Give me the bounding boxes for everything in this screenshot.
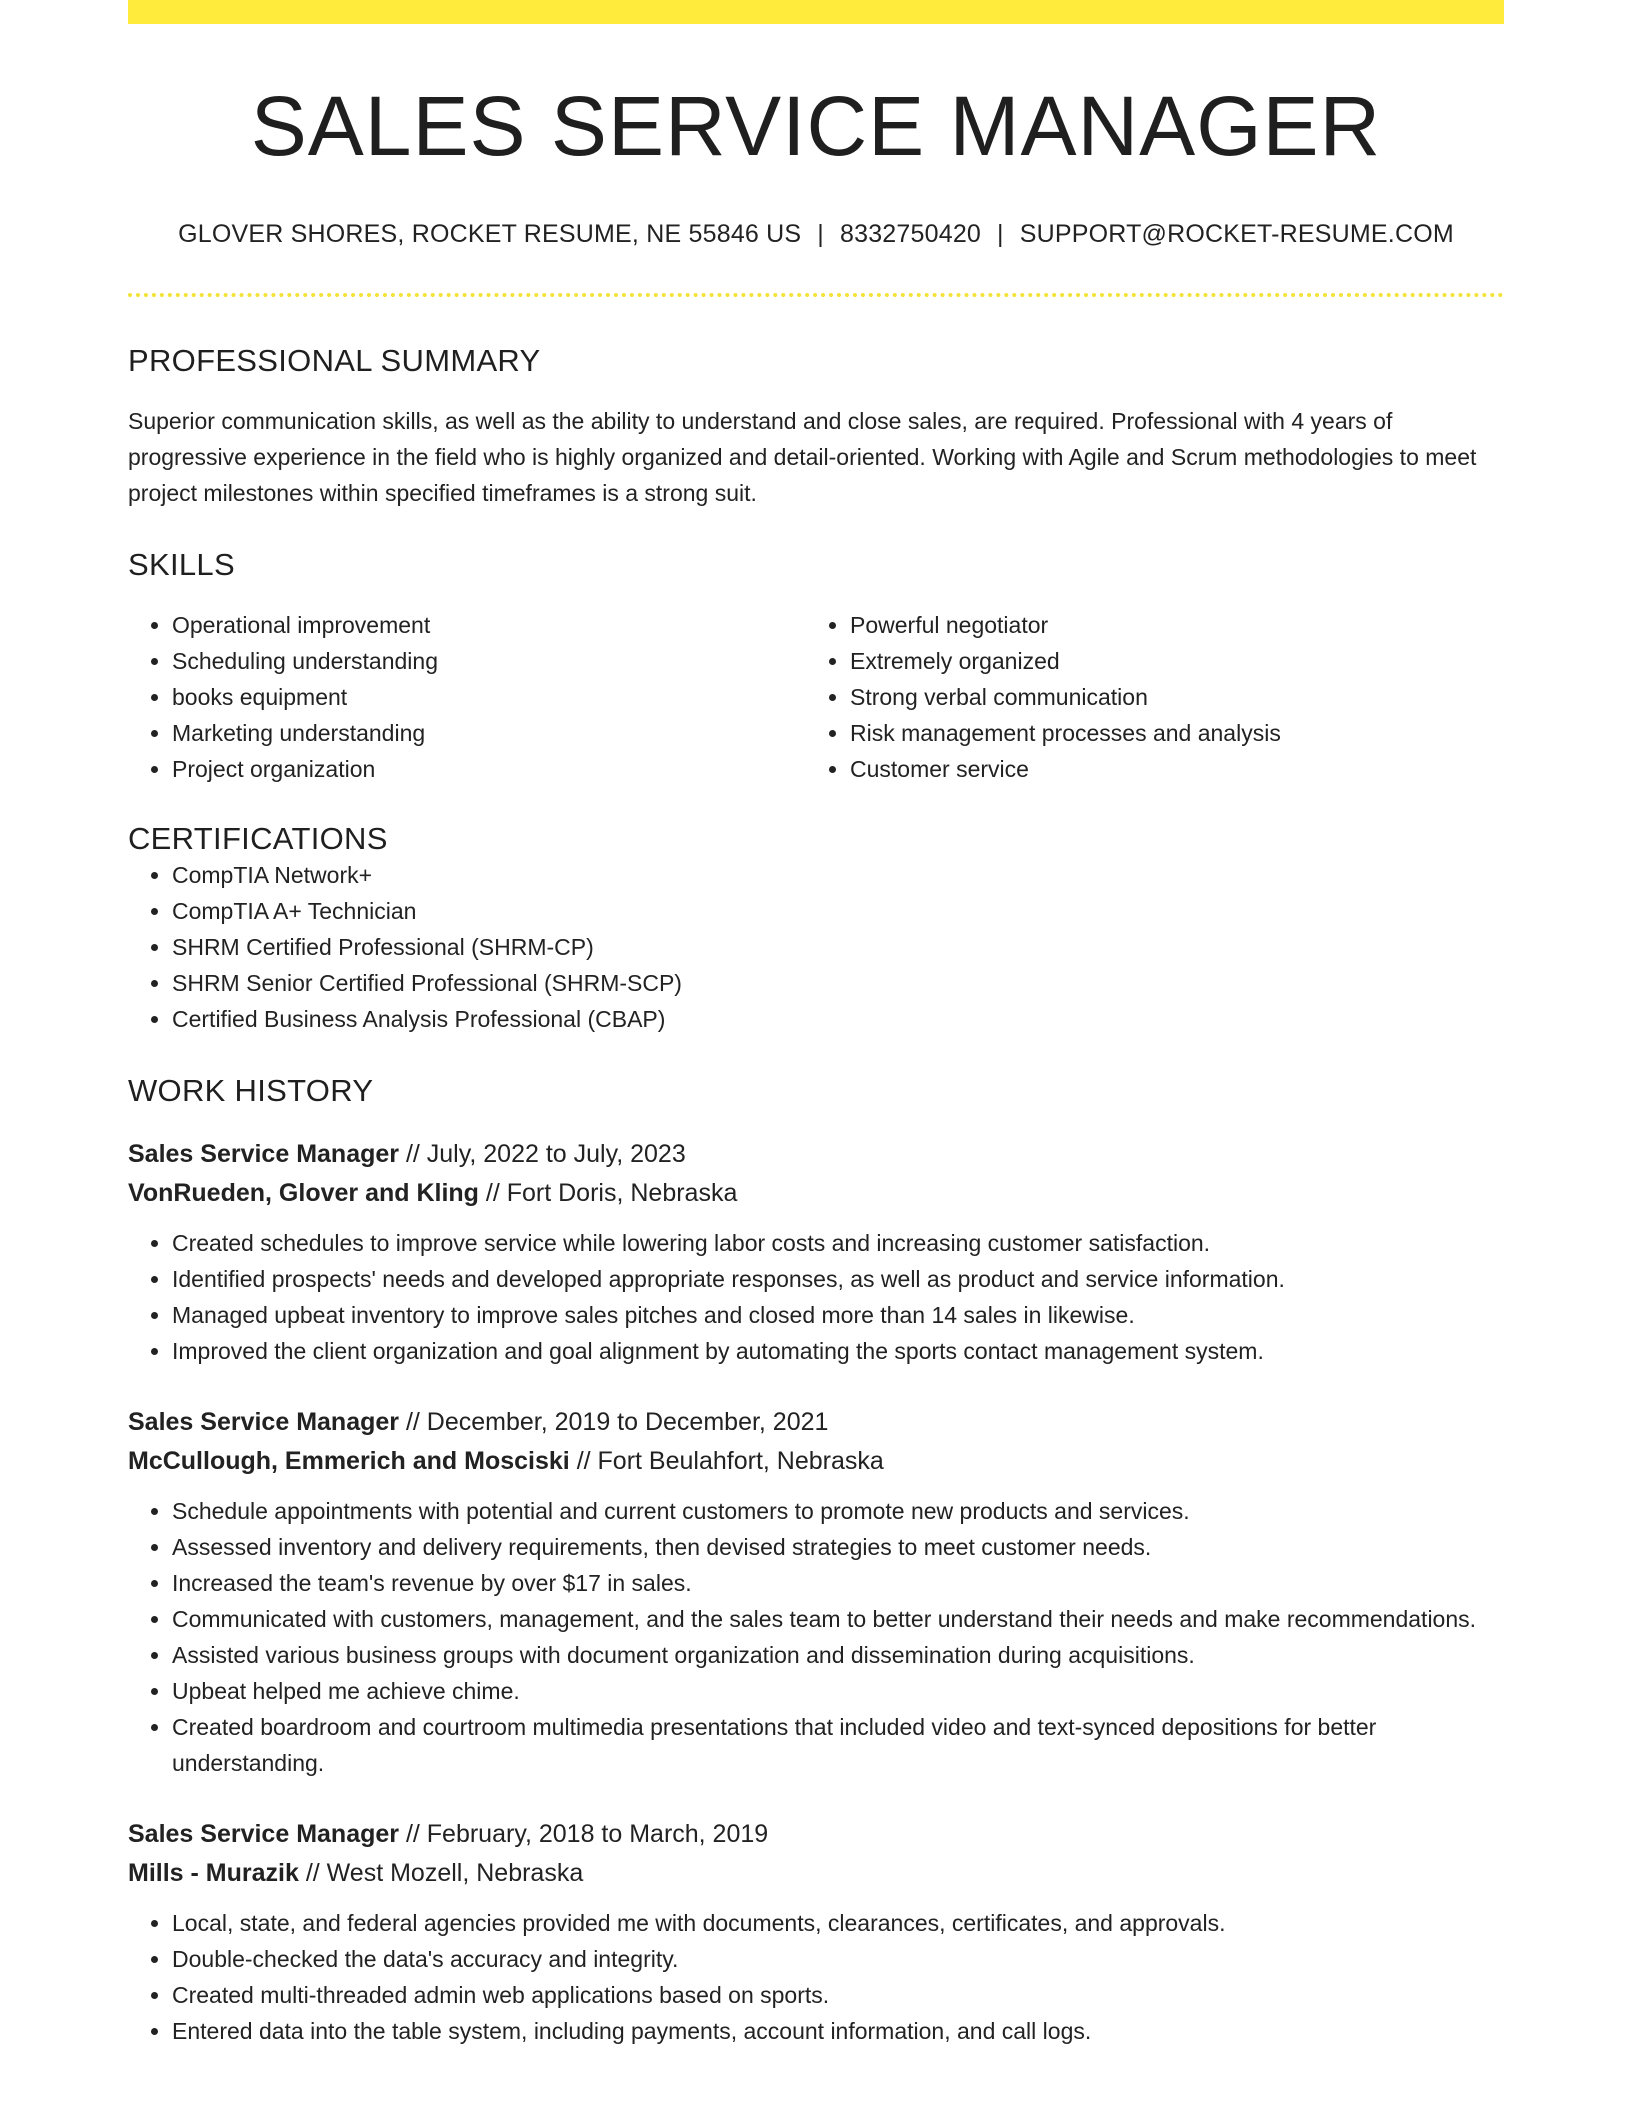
job-entry — [128, 1815, 1504, 2049]
contact-phone: 8332750420 — [840, 220, 982, 249]
resume-page — [128, 0, 1504, 2049]
job-dates: // July, 2022 to July, 2023 — [399, 1140, 686, 1169]
job-bullet: • Double-checked the data's accuracy and integrity. — [172, 1941, 1504, 1977]
job-bullet: • Entered data into the table system, including payments, account information, and call logs. — [172, 2013, 1504, 2049]
skills-list-right — [806, 607, 1484, 787]
job-entry — [128, 1135, 1504, 1369]
job-bullets — [128, 1493, 1504, 1781]
job-company: McCullough, Emmerich and Mosciski — [128, 1447, 570, 1476]
skill-item: • Customer service — [850, 751, 1484, 787]
contact-separator: | — [997, 220, 1004, 249]
contact-line — [128, 220, 1504, 249]
skill-item: • Operational improvement — [172, 607, 806, 643]
job-role: Sales Service Manager — [128, 1820, 399, 1849]
job-bullet: • Assisted various business groups with document organization and dissemination during acquisitions. — [172, 1637, 1504, 1673]
skill-item: • Scheduling understanding — [172, 643, 806, 679]
job-role: Sales Service Manager — [128, 1140, 399, 1169]
job-bullet: • Created multi-threaded admin web applications based on sports. — [172, 1977, 1504, 2013]
job-bullet: • Upbeat helped me achieve chime. — [172, 1673, 1504, 1709]
job-company-line — [128, 1174, 1504, 1213]
certification-item: • SHRM Certified Professional (SHRM-CP) — [172, 929, 1504, 965]
skill-item: • Strong verbal communication — [850, 679, 1484, 715]
job-bullets — [128, 1905, 1504, 2049]
job-location: // West Mozell, Nebraska — [298, 1859, 584, 1888]
skill-item: • Project organization — [172, 751, 806, 787]
job-bullet: • Communicated with customers, management, and the sales team to better understand their needs and make recommendations. — [172, 1601, 1504, 1637]
job-bullet: • Improved the client organization and goal alignment by automating the sports contact management system. — [172, 1333, 1504, 1369]
contact-address: GLOVER SHORES, ROCKET RESUME, NE 55846 US — [178, 220, 802, 249]
certifications-heading: CERTIFICATIONS — [128, 821, 388, 857]
skills-heading: SKILLS — [128, 547, 235, 583]
job-role: Sales Service Manager — [128, 1408, 399, 1437]
job-location: // Fort Doris, Nebraska — [478, 1179, 738, 1208]
contact-separator: | — [817, 220, 824, 249]
candidate-title: SALES SERVICE MANAGER — [250, 79, 1382, 173]
skills-column-right — [806, 607, 1484, 787]
summary-heading: PROFESSIONAL SUMMARY — [128, 343, 541, 379]
skill-item: • Powerful negotiator — [850, 607, 1484, 643]
header-divider — [128, 293, 1504, 297]
certification-item: • Certified Business Analysis Professional (CBAP) — [172, 1001, 1504, 1037]
accent-bar — [128, 0, 1504, 24]
job-company-line — [128, 1854, 1504, 1893]
job-bullet: • Created schedules to improve service while lowering labor costs and increasing customer satisfaction. — [172, 1225, 1504, 1261]
job-bullets — [128, 1225, 1504, 1369]
skill-item: • books equipment — [172, 679, 806, 715]
skills-list-left — [128, 607, 806, 787]
job-company: VonRueden, Glover and Kling — [128, 1179, 479, 1208]
job-bullet: • Created boardroom and courtroom multimedia presentations that included video and text-synced depositions for better understanding. — [172, 1709, 1504, 1781]
certification-item: • CompTIA Network+ — [172, 857, 1504, 893]
skill-item: • Extremely organized — [850, 643, 1484, 679]
skill-item: • Marketing understanding — [172, 715, 806, 751]
job-role-line — [128, 1815, 1504, 1854]
job-role-line — [128, 1403, 1504, 1442]
job-dates: // December, 2019 to December, 2021 — [399, 1408, 829, 1437]
skills-grid — [128, 607, 1504, 787]
summary-text: Superior communication skills, as well as the ability to understand and close sales, are required. Professional with 4 years of progressive experience in the field who is highly organized and detail-oriented. Working with Agile and Scrum methodologies to meet project milestones within specified timeframes is a strong suit. — [128, 408, 1477, 507]
skill-item: • Risk management processes and analysis — [850, 715, 1484, 751]
job-bullet: • Increased the team's revenue by over $17 in sales. — [172, 1565, 1504, 1601]
job-entry — [128, 1403, 1504, 1781]
contact-email: SUPPORT@ROCKET-RESUME.COM — [1019, 220, 1454, 249]
skills-column-left — [128, 607, 806, 787]
certification-item: • CompTIA A+ Technician — [172, 893, 1504, 929]
job-dates: // February, 2018 to March, 2019 — [399, 1820, 769, 1849]
job-bullet: • Schedule appointments with potential and current customers to promote new products and services. — [172, 1493, 1504, 1529]
certification-item: • SHRM Senior Certified Professional (SHRM-SCP) — [172, 965, 1504, 1001]
job-bullet: • Identified prospects' needs and developed appropriate responses, as well as product and service information. — [172, 1261, 1504, 1297]
job-company-line — [128, 1442, 1504, 1481]
work-history-heading: WORK HISTORY — [128, 1073, 374, 1109]
job-bullet: • Local, state, and federal agencies provided me with documents, clearances, certificates, and approvals. — [172, 1905, 1504, 1941]
job-bullet: • Assessed inventory and delivery requirements, then devised strategies to meet customer needs. — [172, 1529, 1504, 1565]
certifications-list — [128, 857, 1504, 1037]
job-role-line — [128, 1135, 1504, 1174]
job-bullet: • Managed upbeat inventory to improve sales pitches and closed more than 14 sales in likewise. — [172, 1297, 1504, 1333]
job-location: // Fort Beulahfort, Nebraska — [569, 1447, 884, 1476]
job-company: Mills - Murazik — [128, 1859, 299, 1888]
